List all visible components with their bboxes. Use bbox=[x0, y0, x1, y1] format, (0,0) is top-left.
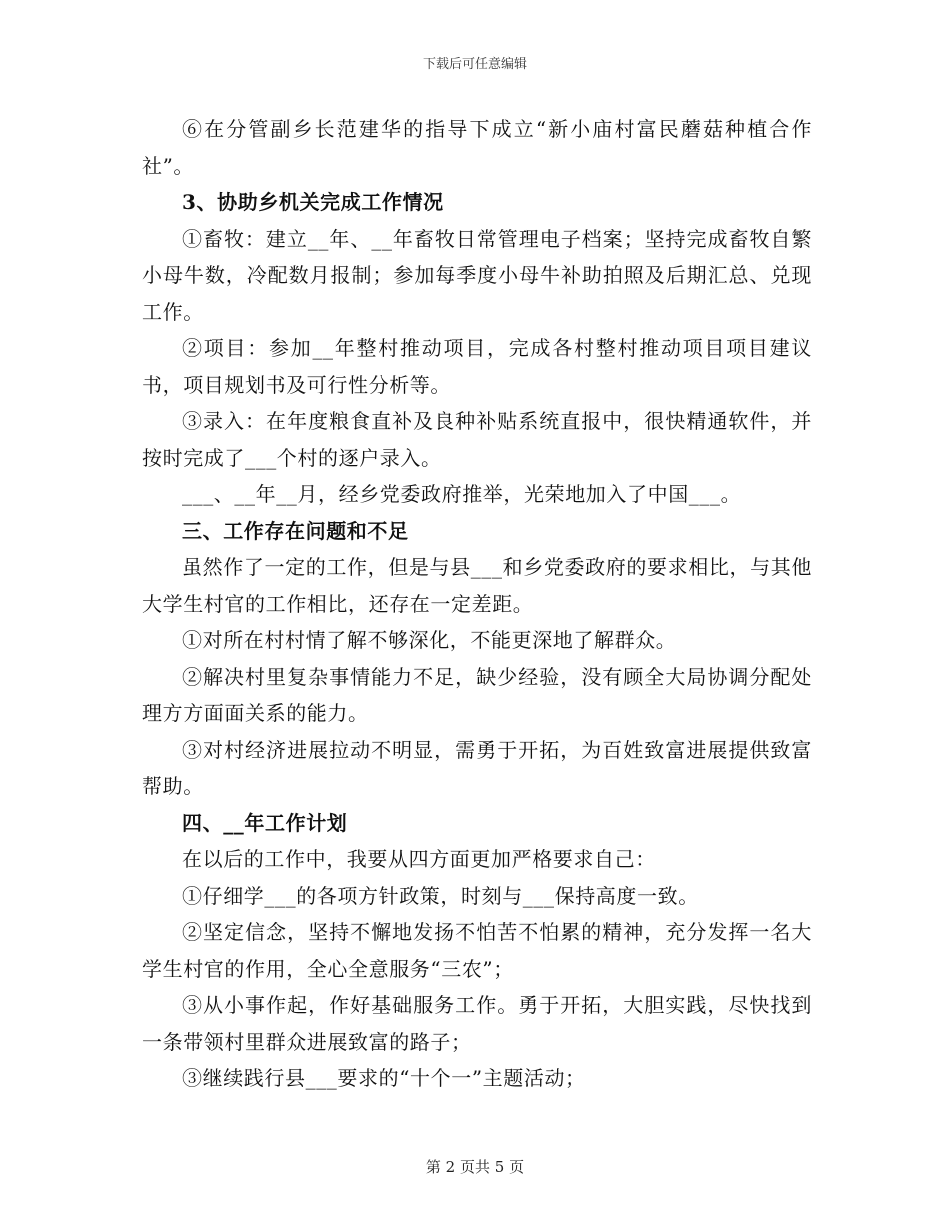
paragraph-gap: 虽然作了一定的工作，但是与县___和乡党委政府的要求相比，与其他大学生村官的工作相比，还存在一定差距。 bbox=[142, 555, 812, 616]
section-heading-plan: 四、__年工作计划 bbox=[182, 810, 348, 835]
paragraph-problem-2: ②解决村里复杂事情能力不足，缺少经验，没有顾全大局协调分配处理方方面面关系的能力。 bbox=[142, 664, 812, 725]
paragraph-cooperative: ⑥在分管副乡长范建华的指导下成立“新小庙村富民蘑菇种植合作社”。 bbox=[142, 117, 812, 178]
paragraph-plan-4: ③继续践行县___要求的“十个一”主题活动； bbox=[182, 1066, 586, 1090]
section-heading-problems: 三、工作存在问题和不足 bbox=[182, 518, 409, 543]
page-footer: 第 2 页共 5 页 bbox=[425, 1158, 525, 1176]
paragraph-plan-3: ③从小事作起，作好基础服务工作。勇于开拓，大胆实践，尽快找到一条带领村里群众进展致富的路子； bbox=[142, 993, 812, 1054]
paragraph-plan-intro: 在以后的工作中，我要从四方面更加严格要求自己： bbox=[182, 847, 656, 871]
page-header: 下载后可任意编辑 bbox=[422, 57, 527, 72]
document-body bbox=[142, 111, 812, 1097]
paragraph-plan-2: ②坚定信念，坚持不懈地发扬不怕苦不怕累的精神，充分发挥一名大学生村官的作用，全心全意服务“三农”； bbox=[142, 920, 812, 981]
section-heading-assist: 3、协助乡机关完成工作情况 bbox=[182, 190, 444, 214]
paragraph-entry: ③录入：在年度粮食直补及良种补贴系统直报中，很快精通软件，并按时完成了___个村的逐户录入。 bbox=[142, 409, 812, 470]
paragraph-project: ②项目：参加__年整村推动项目，完成各村整村推动项目项目建议书，项目规划书及可行性分析等。 bbox=[142, 336, 812, 397]
paragraph-livestock: ①畜牧：建立__年、__年畜牧日常管理电子档案；坚持完成畜牧自繁小母牛数，冷配数月报制；参加每季度小母牛补助拍照及后期汇总、兑现工作。 bbox=[142, 226, 812, 324]
paragraph-problem-1: ①对所在村村情了解不够深化，不能更深地了解群众。 bbox=[182, 628, 677, 652]
paragraph-joined: ___、__年__月，经乡党委政府推举，光荣地加入了中国___。 bbox=[182, 482, 742, 506]
paragraph-problem-3: ③对村经济进展拉动不明显，需勇于开拓，为百姓致富进展提供致富帮助。 bbox=[142, 737, 812, 798]
paragraph-plan-1: ①仔细学___的各项方针政策，时刻与___保持高度一致。 bbox=[182, 883, 699, 908]
